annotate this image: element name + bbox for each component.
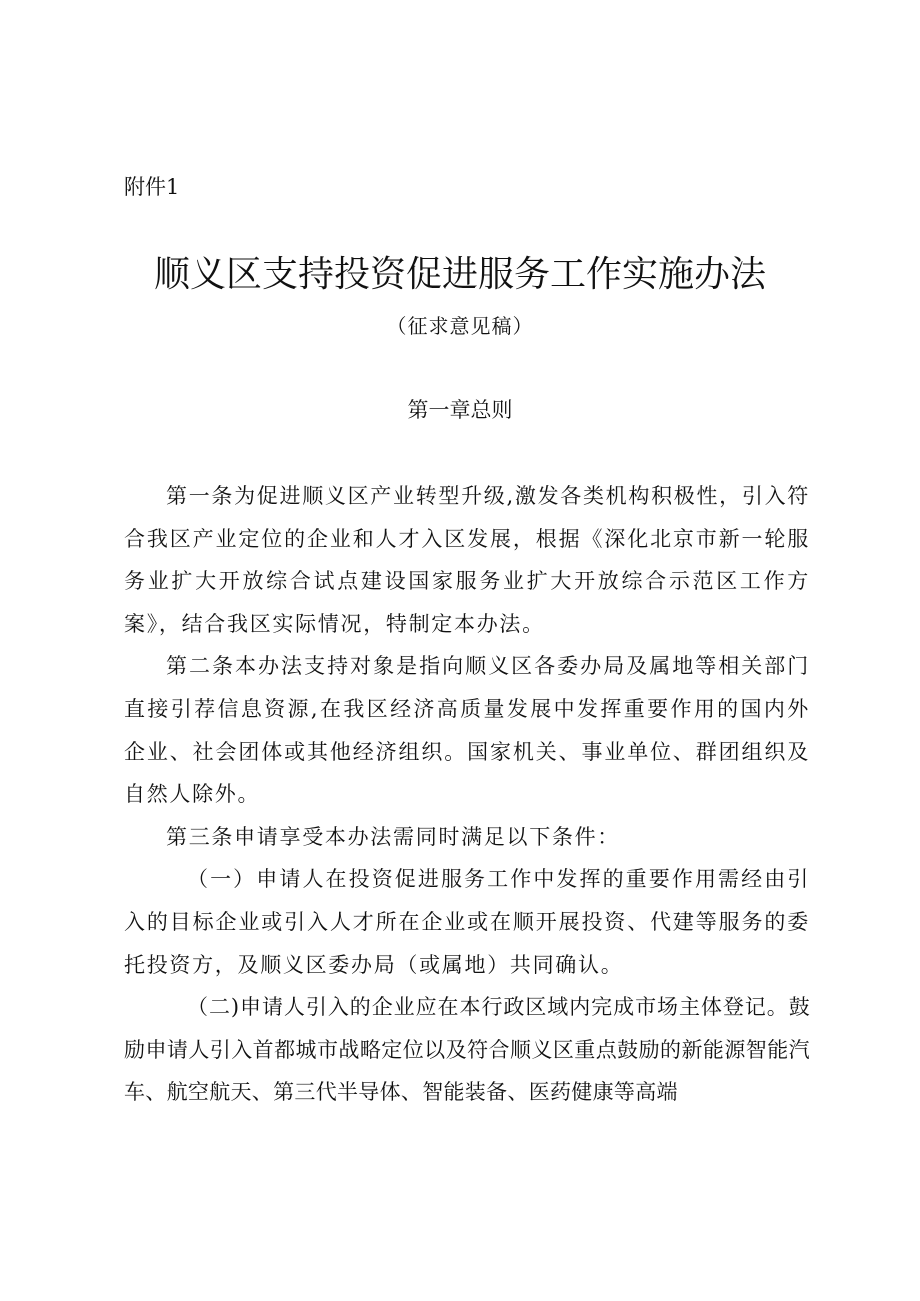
article-1-paragraph: 第一条为促进顺义区产业转型升级,激发各类机构积极性，引入符合我区产业定位的企业和人才入区发展，根据《深化北京市新一轮服务业扩大开放综合试点建设国家服务业扩大开放综合示范区工作方案》，结合我区实际情况，特制定本办法。 — [124, 484, 810, 636]
document-body — [124, 475, 810, 1114]
attachment-label: 附件1 — [124, 175, 180, 199]
article-2-paragraph: 第二条本办法支持对象是指向顺义区各委办局及属地等相关部门直接引荐信息资源,在我区经济高质量发展中发挥重要作用的国内外企业、社会团体或其他经济组织。国家机关、事业单位、群团组织及自然人除外。 — [124, 654, 810, 807]
chapter-heading: 第一章总则 — [407, 398, 513, 422]
condition-2-paragraph: （二)申请人引入的企业应在本行政区域内完成市场主体登记。鼓励申请人引入首都城市战略定位以及符合顺义区重点鼓励的新能源智能汽车、航空航天、第三代半导体、智能装备、医药健康等高端 — [124, 995, 810, 1105]
document-subtitle: （征求意见稿） — [386, 314, 534, 338]
document-title: 顺义区支持投资促进服务工作实施办法 — [153, 254, 766, 295]
article-3-paragraph: 第三条申请享受本办法需同时满足以下条件： — [166, 824, 620, 849]
condition-1-paragraph: （一）申请人在投资促进服务工作中发挥的重要作用需经由引入的目标企业或引入人才所在企业或在顺开展投资、代建等服务的委托投资方，及顺义区委办局（或属地）共同确认。 — [124, 867, 810, 977]
